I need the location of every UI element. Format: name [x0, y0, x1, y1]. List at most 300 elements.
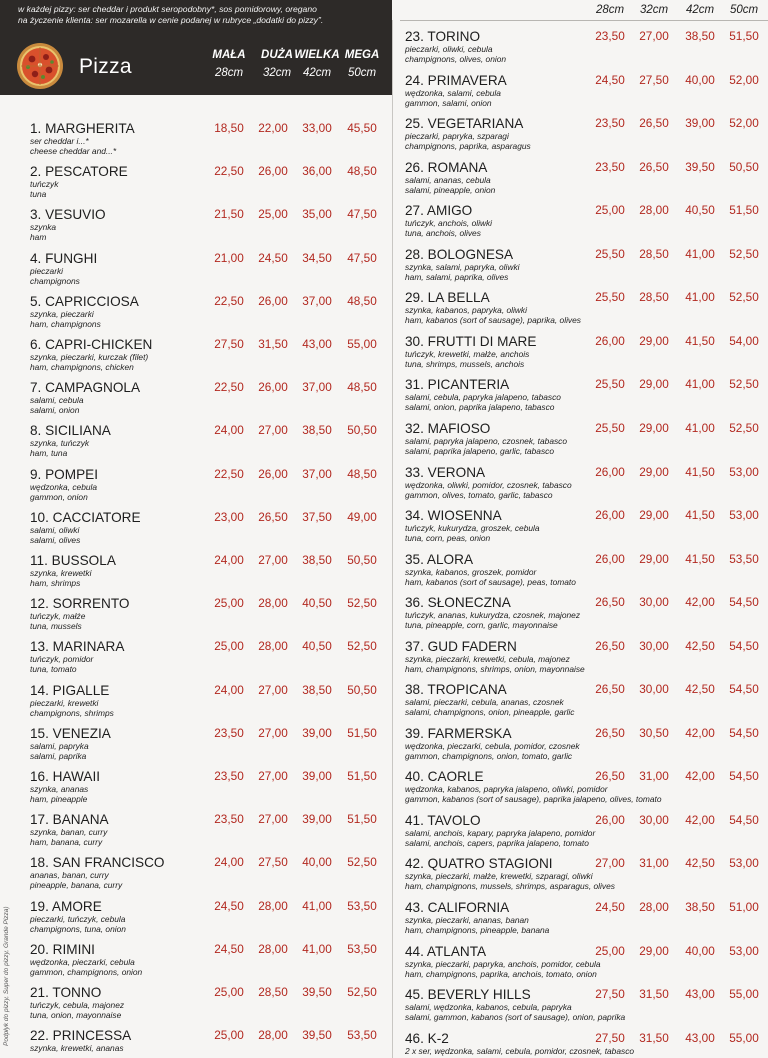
item-name: 18. SAN FRANCISCO — [30, 855, 165, 871]
item-price: 48,50 — [347, 293, 377, 308]
item-price: 27,00 — [258, 682, 288, 697]
item-price: 27,50 — [214, 337, 244, 351]
item-price: 26,00 — [595, 464, 625, 479]
item-ingredients-pl: salami, ananas, cebula — [405, 174, 491, 185]
item-price: 24,50 — [258, 250, 288, 265]
item-price: 53,50 — [347, 1028, 377, 1043]
menu-item — [405, 639, 767, 679]
item-price: 55,00 — [729, 987, 759, 1002]
item-price: 51,50 — [729, 203, 759, 218]
menu-item — [30, 510, 385, 550]
item-price: 23,50 — [595, 29, 625, 43]
item-price: 41,00 — [685, 377, 715, 392]
item-name: 38. TROPICANA — [405, 682, 507, 698]
item-price: 42,50 — [685, 638, 715, 653]
item-price: 49,00 — [347, 509, 377, 524]
item-price: 25,50 — [595, 420, 625, 435]
menu-item — [30, 251, 385, 291]
item-price: 24,00 — [214, 423, 244, 438]
item-ingredients-pl: wędzonka, salami, cebula — [405, 87, 501, 98]
menu-item — [30, 639, 385, 679]
menu-item — [405, 247, 767, 287]
item-price: 38,50 — [302, 423, 332, 438]
item-ingredients-pl: tuńczyk, cebula, majonez — [30, 1000, 125, 1010]
item-ingredients-en: gammon, kabanos (sort of sausage), paprika jalapeno, olives, tomato — [405, 794, 662, 805]
item-price: 47,50 — [347, 250, 377, 265]
item-ingredients-en: ham, champignons, pineapple, banana — [405, 925, 550, 935]
item-ingredients-en: ham, banana, curry — [30, 837, 103, 848]
item-ingredients-pl: tuńczyk, kukurydza, groszek, cebula — [405, 523, 540, 534]
item-ingredients-pl: pieczarki, papryka, szparagi — [405, 131, 509, 142]
item-price: 29,00 — [639, 551, 669, 566]
menu-item — [405, 73, 767, 113]
menu-item — [30, 423, 385, 463]
item-price: 26,50 — [639, 159, 669, 174]
item-price: 28,00 — [258, 596, 288, 611]
item-price: 42,00 — [685, 769, 715, 784]
size-cm: 32cm — [262, 67, 292, 79]
item-name: 14. PIGALLE — [30, 682, 110, 698]
item-ingredients-pl: 2 x ser, wędzonka, salami, cebula, pomidor, czosnek, tabasco — [405, 1045, 635, 1056]
item-name: 8. SICILIANA — [30, 423, 111, 439]
item-price: 37,00 — [302, 380, 332, 395]
item-ingredients-pl: tuńczyk, anchois, oliwki — [405, 218, 493, 229]
size-cm: 50cm — [347, 67, 377, 79]
item-ingredients-pl: szynka, pieczarki — [30, 308, 94, 319]
item-price: 39,50 — [302, 985, 332, 999]
menu-item — [405, 987, 767, 1027]
item-ingredients-en: ham — [30, 232, 47, 243]
item-price: 30,50 — [639, 725, 669, 740]
item-price: 41,00 — [685, 290, 715, 305]
item-name: 24. PRIMAVERA — [405, 72, 507, 88]
item-name: 31. PICANTERIA — [405, 377, 510, 393]
item-ingredients-en: tuna, shrimps, mussels, anchois — [405, 358, 525, 369]
item-name: 34. WIOSENNA — [405, 508, 502, 524]
item-price: 54,50 — [729, 812, 759, 827]
item-price: 25,50 — [595, 246, 625, 261]
item-price: 51,50 — [347, 725, 377, 740]
item-price: 52,00 — [729, 116, 759, 131]
item-ingredients-pl: salami, pieczarki, cebula, ananas, czosnek — [405, 697, 564, 708]
item-price: 41,00 — [685, 246, 715, 261]
item-ingredients-en: pineapple, banana, curry — [30, 880, 123, 891]
item-price: 28,00 — [639, 203, 669, 218]
item-price: 48,50 — [347, 380, 377, 395]
item-price: 28,00 — [258, 1028, 288, 1043]
item-ingredients-pl: tuńczyk — [30, 179, 59, 190]
menu-item — [30, 726, 385, 766]
item-price: 48,50 — [347, 164, 377, 179]
size-header-big — [294, 46, 340, 82]
item-ingredients-pl: szynka, pieczarki, krewetki, cebula, majonez — [405, 653, 570, 664]
menu-item — [405, 552, 767, 592]
item-name: 37. GUD FADERN — [405, 638, 517, 654]
item-ingredients-en: champignons — [30, 275, 80, 286]
menu-item — [30, 164, 385, 204]
item-price: 54,50 — [729, 595, 759, 610]
item-name: 10. CACCIATORE — [30, 509, 141, 525]
item-price: 52,50 — [347, 985, 377, 999]
item-price: 41,00 — [685, 420, 715, 435]
item-price: 25,00 — [214, 596, 244, 611]
item-price: 25,00 — [595, 943, 625, 958]
item-price: 43,00 — [685, 987, 715, 1002]
item-name: 33. VERONA — [405, 464, 486, 480]
item-ingredients-en: tuna, onion, mayonnaise — [30, 1010, 122, 1020]
size-name: WIELKA — [294, 49, 340, 61]
item-price: 42,00 — [685, 812, 715, 827]
item-price: 27,00 — [258, 725, 288, 740]
menu-item — [405, 595, 767, 635]
item-price: 25,50 — [595, 290, 625, 305]
item-price: 38,50 — [685, 29, 715, 43]
item-price: 23,50 — [214, 812, 244, 827]
item-price: 28,50 — [258, 985, 288, 999]
item-price: 27,50 — [595, 987, 625, 1002]
item-price: 25,00 — [214, 1028, 244, 1043]
right-size-header-50: 50cm — [729, 4, 759, 16]
item-price: 30,00 — [639, 812, 669, 827]
item-name: 9. POMPEI — [30, 466, 98, 482]
item-price: 53,00 — [729, 508, 759, 523]
item-ingredients-en: ham, champignons, paprika, anchois, tomato, onion — [405, 968, 597, 979]
item-price: 27,00 — [258, 553, 288, 567]
menu-item — [30, 769, 385, 809]
item-ingredients-en: gammon, olives, tomato, garlic, tabasco — [405, 489, 553, 500]
item-price: 51,50 — [729, 29, 759, 43]
item-ingredients-en: ham, tuna — [30, 448, 68, 459]
header-note-line-1: w każdej pizzy: ser cheddar i produkt seropodobny*, sos pomidorowy, oregano — [18, 4, 317, 14]
item-price: 30,00 — [639, 682, 669, 697]
item-price: 31,00 — [639, 856, 669, 871]
item-price: 53,00 — [729, 943, 759, 958]
item-name: 27. AMIGO — [405, 203, 473, 219]
item-name: 4. FUNGHI — [30, 250, 98, 266]
item-price: 27,50 — [595, 1030, 625, 1045]
item-price: 26,50 — [595, 638, 625, 653]
item-ingredients-en: gammon, champignons, onion — [30, 966, 143, 977]
menu-item — [30, 942, 385, 982]
item-ingredients-en: salami, onion, paprika jalapeno, tabasco — [405, 402, 555, 413]
item-price: 39,00 — [302, 812, 332, 827]
item-price: 27,00 — [258, 812, 288, 827]
item-name: 16. HAWAII — [30, 769, 100, 784]
item-price: 31,50 — [258, 337, 288, 351]
item-ingredients-en: champignons, shrimps — [30, 707, 114, 718]
item-price: 25,00 — [214, 639, 244, 654]
item-price: 27,00 — [258, 769, 288, 783]
item-name: 22. PRINCESSA — [30, 1028, 132, 1044]
item-price: 42,00 — [685, 725, 715, 740]
item-price: 26,50 — [595, 595, 625, 610]
column-divider — [392, 20, 393, 1058]
item-price: 18,50 — [214, 121, 244, 135]
item-ingredients-en: gammon, salami, onion — [405, 97, 492, 108]
item-price: 54,50 — [729, 725, 759, 740]
menu-item — [30, 380, 385, 420]
item-ingredients-pl: wędzonka, pieczarki, cebula — [30, 956, 135, 967]
item-price: 41,00 — [302, 898, 332, 913]
item-price: 53,00 — [729, 856, 759, 871]
item-price: 43,00 — [302, 337, 332, 351]
item-price: 53,00 — [729, 464, 759, 479]
item-price: 51,50 — [347, 769, 377, 783]
item-price: 54,50 — [729, 638, 759, 653]
item-ingredients-en: champignons, tuna, onion — [30, 923, 126, 934]
item-ingredients-en: salami, champignons, onion, pineapple, garlic — [405, 707, 575, 718]
item-price: 31,00 — [639, 769, 669, 784]
size-cm: 28cm — [214, 67, 244, 79]
menu-item — [405, 29, 767, 69]
menu-item — [405, 726, 767, 766]
item-ingredients-pl: szynka, kabanos, papryka, oliwki — [405, 305, 527, 316]
item-ingredients-en: tuna, mussels — [30, 621, 82, 632]
item-name: 40. CAORLE — [405, 769, 484, 785]
item-price: 52,50 — [347, 855, 377, 870]
item-price: 25,00 — [214, 985, 244, 999]
menu-item — [405, 813, 767, 853]
item-price: 55,00 — [729, 1030, 759, 1045]
item-ingredients-pl: salami, papryka jalapeno, czosnek, tabasco — [405, 435, 568, 446]
item-price: 38,50 — [302, 553, 332, 567]
item-ingredients-en: tuna, tomato — [30, 664, 77, 675]
menu-item — [405, 900, 767, 940]
item-price: 30,00 — [639, 638, 669, 653]
item-price: 38,50 — [302, 682, 332, 697]
item-ingredients-en: salami, paprika jalapeno, garlic, tabasco — [405, 445, 554, 456]
item-price: 27,50 — [639, 72, 669, 87]
item-ingredients-pl: tuńczyk, małże — [30, 611, 86, 622]
item-price: 26,50 — [595, 682, 625, 697]
item-price: 26,00 — [258, 164, 288, 179]
size-header-small — [206, 46, 252, 82]
item-ingredients-en: tuna, corn, peas, onion — [405, 533, 491, 544]
size-name: MEGA — [344, 49, 380, 61]
item-price: 52,50 — [729, 246, 759, 261]
item-price: 29,00 — [639, 508, 669, 523]
item-price: 27,00 — [639, 29, 669, 43]
item-ingredients-pl: salami, wędzonka, kabanos, cebula, papryka — [405, 1002, 572, 1013]
item-ingredients-pl: ananas, banan, curry — [30, 870, 109, 881]
item-price: 26,50 — [258, 509, 288, 524]
item-price: 55,00 — [347, 337, 377, 351]
item-name: 15. VENEZIA — [30, 725, 111, 741]
item-price: 52,00 — [729, 72, 759, 87]
item-ingredients-pl: salami, anchois, kapary, papryka jalapeno, pomidor — [405, 827, 596, 838]
menu-item — [30, 812, 385, 852]
item-ingredients-en: gammon, onion — [30, 491, 88, 502]
item-name: 20. RIMINI — [30, 941, 95, 957]
item-price: 23,00 — [214, 509, 244, 524]
item-name: 44. ATLANTA — [405, 943, 487, 959]
item-name: 3. VESUVIO — [30, 207, 106, 223]
item-price: 26,00 — [595, 333, 625, 348]
menu-item — [30, 1028, 385, 1058]
size-cm: 42cm — [302, 67, 332, 79]
item-price: 21,50 — [214, 207, 244, 222]
header-note — [18, 4, 388, 26]
item-name: 28. BOLOGNESA — [405, 246, 514, 262]
item-price: 26,00 — [258, 293, 288, 308]
item-price: 39,00 — [302, 725, 332, 740]
menu-item — [30, 553, 385, 593]
item-ingredients-pl: tuńczyk, krewetki, małże, anchois — [405, 348, 530, 359]
item-name: 1. MARGHERITA — [30, 121, 135, 136]
item-name: 32. MAFIOSO — [405, 420, 491, 436]
item-ingredients-pl: pieczarki, oliwki, cebula — [405, 44, 493, 54]
item-price: 24,50 — [214, 898, 244, 913]
item-price: 42,50 — [685, 682, 715, 697]
item-name: 39. FARMERSKA — [405, 725, 512, 741]
item-price: 24,00 — [214, 682, 244, 697]
item-ingredients-en: ham, champignons, chicken — [30, 362, 134, 372]
item-price: 29,00 — [639, 464, 669, 479]
item-price: 52,50 — [347, 639, 377, 654]
item-name: 36. SŁONECZNA — [405, 595, 511, 611]
item-ingredients-en: cheese cheddar and...* — [30, 146, 117, 156]
item-price: 27,00 — [258, 423, 288, 438]
item-price: 34,50 — [302, 250, 332, 265]
item-price: 40,50 — [302, 596, 332, 611]
menu-item — [405, 769, 767, 809]
item-price: 23,50 — [214, 725, 244, 740]
item-price: 39,50 — [302, 1028, 332, 1043]
menu-item — [405, 334, 767, 374]
right-size-header-32: 32cm — [639, 4, 669, 16]
menu-item — [30, 337, 385, 377]
right-size-header-28: 28cm — [595, 4, 625, 16]
item-ingredients-en: tuna — [30, 189, 47, 200]
item-name: 29. LA BELLA — [405, 290, 490, 306]
item-name: 5. CAPRICCIOSA — [30, 293, 139, 309]
item-price: 31,50 — [639, 987, 669, 1002]
item-price: 51,50 — [347, 812, 377, 827]
item-ingredients-pl: szynka, pieczarki, małże, krewetki, szparagi, oliwki — [405, 871, 593, 882]
item-price: 36,00 — [302, 164, 332, 179]
item-price: 28,00 — [639, 900, 669, 914]
pizza-icon — [16, 42, 64, 90]
item-price: 37,00 — [302, 293, 332, 308]
right-header-divider — [400, 20, 768, 21]
item-ingredients-pl: szynka, krewetki — [30, 568, 92, 578]
item-price: 24,50 — [214, 941, 244, 956]
item-ingredients-pl: szynka — [30, 222, 57, 233]
item-price: 39,00 — [685, 116, 715, 131]
item-price: 26,50 — [639, 116, 669, 131]
menu-item — [30, 121, 385, 161]
menu-item — [30, 294, 385, 334]
item-name: 42. QUATRO STAGIONI — [405, 856, 553, 872]
size-name: MAŁA — [212, 49, 246, 61]
item-price: 41,50 — [685, 551, 715, 566]
item-name: 11. BUSSOLA — [30, 553, 116, 568]
item-ingredients-pl: szynka, pieczarki, kurczak (filet) — [30, 352, 149, 362]
item-name: 43. CALIFORNIA — [405, 900, 510, 915]
item-price: 25,50 — [595, 377, 625, 392]
item-price: 22,50 — [214, 466, 244, 481]
item-ingredients-pl: szynka, krewetki, ananas — [30, 1043, 124, 1054]
item-price: 54,50 — [729, 769, 759, 784]
item-ingredients-en: salami, onion — [30, 405, 80, 416]
item-ingredients-en: ham, kabanos (sort of sausage), peas, tomato — [405, 576, 576, 587]
item-price: 35,00 — [302, 207, 332, 222]
item-name: 30. FRUTTI DI MARE — [405, 333, 537, 349]
item-name: 21. TONNO — [30, 985, 102, 1000]
item-price: 53,50 — [347, 898, 377, 913]
menu-item — [405, 203, 767, 243]
item-price: 40,00 — [685, 72, 715, 87]
item-ingredients-en: ham, salami, paprika, olives — [405, 271, 509, 282]
item-price: 28,00 — [258, 941, 288, 956]
item-ingredients-pl: szynka, kabanos, groszek, pomidor — [405, 566, 537, 577]
item-ingredients-pl: wędzonka, pieczarki, cebula, pomidor, czosnek — [405, 740, 580, 751]
item-price: 22,50 — [214, 293, 244, 308]
item-name: 7. CAMPAGNOLA — [30, 380, 141, 396]
menu-item — [405, 160, 767, 200]
item-ingredients-en: ham, champignons, shrimps, onion, mayonnaise — [405, 663, 585, 674]
item-name: 19. AMORE — [30, 898, 102, 914]
item-price: 33,00 — [302, 121, 332, 135]
item-price: 22,50 — [214, 164, 244, 179]
menu-item — [30, 207, 385, 247]
item-name: 12. SORRENTO — [30, 596, 130, 612]
item-price: 41,50 — [685, 464, 715, 479]
right-size-header-42: 42cm — [685, 4, 715, 16]
menu-item — [30, 467, 385, 507]
item-price: 48,50 — [347, 466, 377, 481]
item-ingredients-pl: szynka, ananas — [30, 784, 89, 794]
item-name: 26. ROMANA — [405, 159, 488, 175]
menu-item — [405, 377, 767, 417]
size-name: DUŻA — [261, 49, 293, 61]
item-ingredients-pl: wędzonka, kabanos, papryka jalapeno, oliwki, pomidor — [405, 784, 608, 795]
item-name: 41. TAVOLO — [405, 812, 481, 828]
item-name: 46. K-2 — [405, 1030, 449, 1046]
item-price: 25,00 — [595, 203, 625, 218]
menu-item — [405, 508, 767, 548]
item-name: 45. BEVERLY HILLS — [405, 987, 531, 1003]
item-price: 28,50 — [639, 246, 669, 261]
item-price: 37,50 — [302, 509, 332, 524]
item-price: 40,50 — [302, 639, 332, 654]
item-price: 26,50 — [595, 769, 625, 784]
item-price: 25,00 — [258, 207, 288, 222]
menu-header — [0, 0, 392, 95]
item-price: 28,00 — [258, 639, 288, 654]
item-ingredients-en: salami, paprika — [30, 750, 87, 761]
item-ingredients-pl: ser cheddar i...* — [30, 136, 89, 146]
item-price: 24,50 — [595, 72, 625, 87]
item-price: 29,00 — [639, 943, 669, 958]
item-ingredients-pl: tuńczyk, ananas, kukurydza, czosnek, majonez — [405, 610, 581, 621]
item-ingredients-pl: pieczarki, tuńczyk, cebula — [30, 913, 126, 924]
size-header-mega — [339, 46, 385, 82]
item-ingredients-en: ham, champignons — [30, 318, 101, 329]
item-price: 52,50 — [729, 290, 759, 305]
item-price: 54,50 — [729, 682, 759, 697]
item-ingredients-pl: salami, oliwki — [30, 524, 80, 535]
item-name: 23. TORINO — [405, 29, 481, 44]
item-ingredients-en: tuna, pineapple, corn, garlic, mayonnaise — [405, 620, 558, 631]
item-price: 23,50 — [595, 116, 625, 131]
item-price: 27,50 — [258, 855, 288, 870]
item-price: 52,50 — [347, 596, 377, 611]
item-price: 24,00 — [214, 553, 244, 567]
item-ingredients-pl: pieczarki — [30, 265, 64, 276]
menu-item — [405, 856, 767, 896]
item-price: 53,50 — [729, 551, 759, 566]
